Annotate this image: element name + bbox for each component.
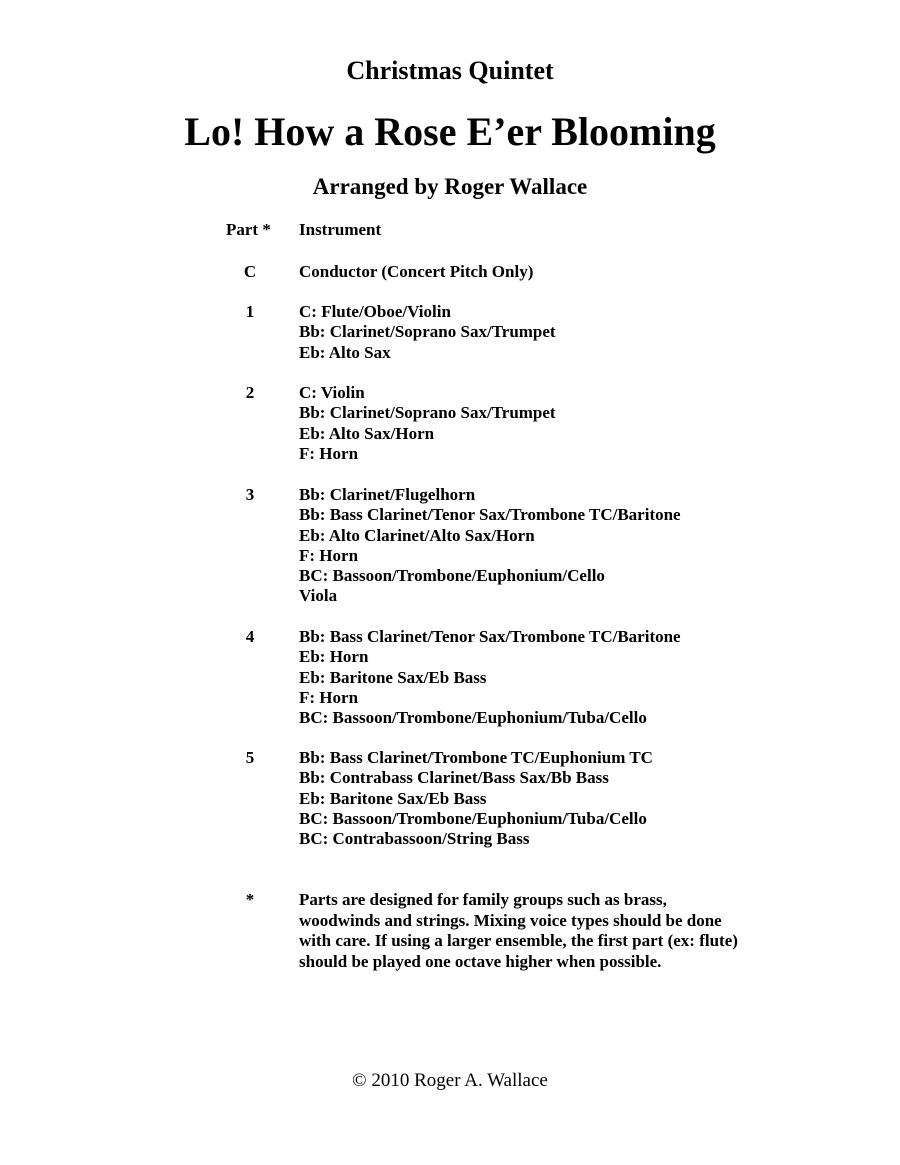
part-number: 2 [245, 383, 255, 402]
part-number: 1 [245, 302, 255, 321]
instrument-line: Eb: Alto Clarinet/Alto Sax/Horn [299, 525, 535, 545]
instrument-list [299, 748, 739, 849]
column-header-instrument: Instrument [299, 220, 382, 239]
instrument-line: BC: Contrabassoon/String Bass [299, 829, 530, 849]
copyright: © 2010 Roger A. Wallace [352, 1070, 548, 1091]
instrument-line: Bb: Bass Clarinet/Tenor Sax/Trombone TC/Baritone [299, 505, 681, 525]
instrument-line: Viola [299, 586, 338, 606]
part-number: 4 [245, 627, 255, 646]
subtitle: Christmas Quintet [346, 56, 554, 85]
instrument-line: Bb: Contrabass Clarinet/Bass Sax/Bb Bass [299, 768, 609, 788]
footnote-text: Parts are designed for family groups such as brass, woodwinds and strings. Mixing voice types should be done with care. If using a larger ensemble, the first part (ex: flute) should be played one octave higher when possible. [299, 890, 738, 971]
arranger-credit: Arranged by Roger Wallace [312, 174, 588, 199]
instrument-line: Bb: Clarinet/Soprano Sax/Trumpet [299, 403, 556, 423]
instrument-line: F: Horn [299, 443, 359, 463]
instrument-line: BC: Bassoon/Trombone/Euphonium/Tuba/Cello [299, 708, 647, 728]
column-header-part: Part * [226, 220, 271, 239]
instrument-line: Eb: Alto Sax [299, 342, 391, 362]
instrument-line: BC: Bassoon/Trombone/Euphonium/Cello [299, 566, 605, 586]
instrument-list [299, 383, 739, 464]
part-number: C [243, 262, 257, 281]
instrument-line: BC: Bassoon/Trombone/Euphonium/Tuba/Cello [299, 808, 647, 828]
instrument-line: Bb: Bass Clarinet/Trombone TC/Euphonium TC [299, 748, 653, 767]
instrument-line: C: Violin [299, 383, 365, 402]
instrument-line: F: Horn [299, 687, 359, 707]
instrument-line: Eb: Alto Sax/Horn [299, 423, 435, 443]
instrument-list [299, 485, 739, 607]
instrument-line: Bb: Bass Clarinet/Tenor Sax/Trombone TC/Baritone [299, 627, 681, 646]
instrument-list [299, 262, 739, 282]
page-title: Lo! How a Rose E’er Blooming [184, 109, 716, 154]
instrument-line: Conductor (Concert Pitch Only) [299, 262, 534, 281]
instrument-line: C: Flute/Oboe/Violin [299, 302, 451, 321]
instrument-list [299, 302, 739, 363]
instrument-line: Bb: Clarinet/Soprano Sax/Trumpet [299, 322, 556, 342]
instrument-line: Eb: Baritone Sax/Eb Bass [299, 667, 487, 687]
footnote-marker: * [245, 890, 255, 909]
instrument-list [299, 627, 739, 728]
part-number: 5 [245, 748, 255, 767]
part-number: 3 [245, 485, 255, 504]
instrument-line: Bb: Clarinet/Flugelhorn [299, 485, 476, 504]
instrument-line: F: Horn [299, 545, 359, 565]
instrument-line: Eb: Horn [299, 647, 369, 667]
instrument-line: Eb: Baritone Sax/Eb Bass [299, 788, 487, 808]
